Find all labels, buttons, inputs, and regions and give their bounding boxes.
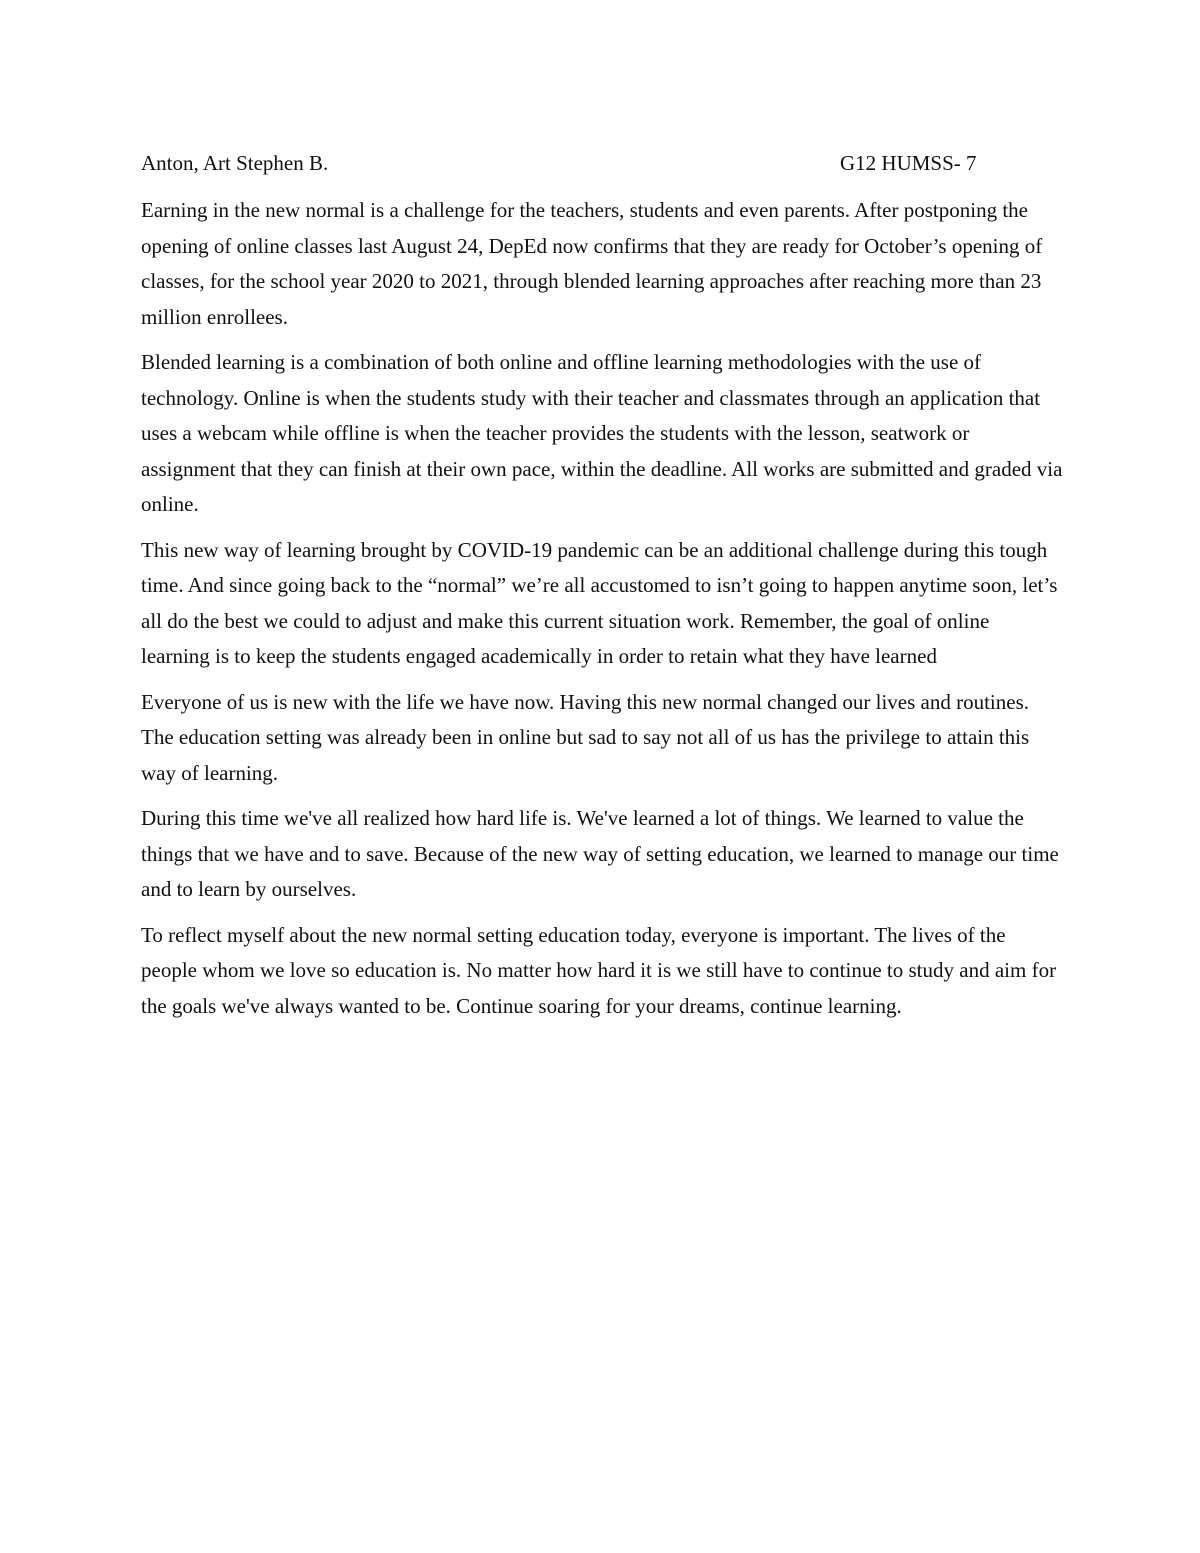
document-header: [141, 146, 1061, 182]
paragraph-5: During this time we've all realized how hard life is. We've learned a lot of things. We learned to value the things that we have and to save. Because of the new way of setting education, we learned to manage our time and to learn by ourselves.: [141, 806, 1059, 901]
student-name: Anton, Art Stephen B.: [141, 151, 329, 175]
paragraph-4: Everyone of us is new with the life we have now. Having this new normal changed our lives and routines. The education setting was already been in online but sad to say not all of us has the privilege to attain this way of learning.: [141, 689, 1030, 785]
paragraph-1: Earning in the new normal is a challenge for the teachers, students and even parents. After postponing the opening of online classes last August 24, DepEd now confirms that they are ready for October’s opening of classes, for the school year 2020 to 2021, through blended learning approaches after reaching more than 23 million enrollees.: [141, 198, 1043, 329]
student-section: G12 HUMSS- 7: [840, 151, 977, 175]
essay-body: [141, 193, 1063, 1034]
paragraph-6: To reflect myself about the new normal setting education today, everyone is important. The lives of the people whom we love so education is. No matter how hard it is we still have to continue to study and aim for the goals we've always wanted to be. Continue soaring for your dreams, continue learning.: [141, 922, 1057, 1018]
paragraph-2: Blended learning is a combination of both online and offline learning methodologies with the use of technology. Online is when the students study with their teacher and classmates through an application that uses a webcam while offline is when the teacher provides the students with the lesson, seatwork or assignment that they can finish at their own pace, within the deadline. All works are submitted and graded via online.: [141, 350, 1063, 516]
paragraph-3: This new way of learning brought by COVID-19 pandemic can be an additional challenge during this tough time. And since going back to the “normal” we’re all accustomed to isn’t going to happen anytime soon, let’s all do the best we could to adjust and make this current situation work. Remember, the goal of online learning is to keep the students engaged academically in order to retain what they have learned: [141, 537, 1058, 668]
